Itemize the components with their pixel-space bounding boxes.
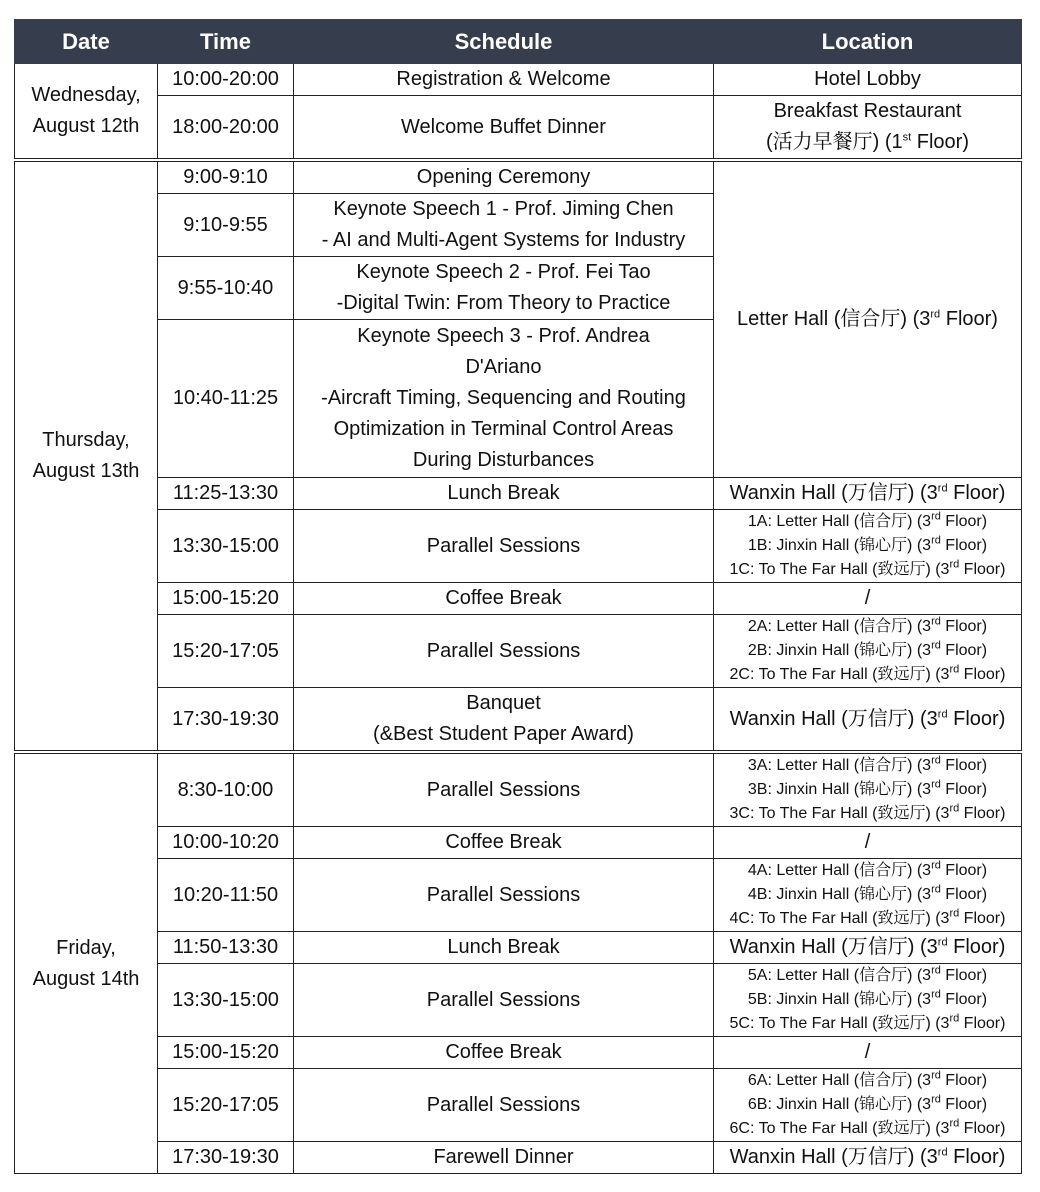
table-row	[15, 64, 1022, 96]
schedule-line: Lunch Break	[447, 936, 560, 958]
schedule-line: Keynote Speech 2 - Prof. Fei Tao	[356, 261, 651, 283]
location-line: Wanxin Hall (万信厅) (3rd Floor)	[729, 936, 1006, 958]
table-row	[15, 827, 1022, 859]
location-line: 3B: Jinxin Hall (锦心厅) (3rd Floor)	[747, 778, 988, 798]
day-line: Friday,	[56, 936, 116, 959]
table-row	[15, 583, 1022, 615]
time-cell: 17:30-19:30	[158, 1142, 294, 1174]
location-line: Wanxin Hall (万信厅) (3rd Floor)	[729, 707, 1006, 730]
time-cell: 15:20-17:05	[158, 615, 294, 688]
schedule-line: Coffee Break	[445, 1041, 562, 1063]
schedule-line: Registration & Welcome	[396, 68, 611, 90]
schedule-cell	[294, 478, 714, 510]
table-row	[15, 160, 1022, 194]
location-line: Wanxin Hall (万信厅) (3rd Floor)	[729, 1146, 1006, 1168]
location-cell	[714, 160, 1022, 478]
day-line: August 13th	[32, 460, 140, 482]
location-line: /	[864, 831, 871, 853]
day-cell	[15, 752, 158, 1174]
schedule-line: Parallel Sessions	[426, 534, 581, 557]
schedule-line: D'Ariano	[465, 356, 542, 378]
time-cell: 17:30-19:30	[158, 688, 294, 753]
ordinal-suffix: rd	[931, 988, 941, 1001]
time-cell: 13:30-15:00	[158, 964, 294, 1037]
ordinal-suffix: rd	[931, 534, 941, 547]
schedule-line: Banquet	[466, 692, 541, 714]
time-cell: 11:50-13:30	[158, 932, 294, 964]
ordinal-suffix: rd	[930, 308, 941, 321]
location-line: 6C: To The Far Hall (致远厅) (3rd Floor)	[729, 1117, 1006, 1137]
table-row	[15, 859, 1022, 932]
schedule-cell	[294, 583, 714, 615]
schedule-line: - AI and Multi-Agent Systems for Industry	[321, 229, 686, 251]
table-row	[15, 1069, 1022, 1142]
location-line: (活力早餐厅) (1st Floor)	[765, 131, 970, 153]
header-row	[15, 20, 1022, 64]
schedule-line: Coffee Break	[445, 587, 562, 609]
time-cell: 8:30-10:00	[158, 752, 294, 827]
time-cell: 15:00-15:20	[158, 583, 294, 615]
schedule-body	[15, 64, 1022, 1174]
schedule-line: Keynote Speech 1 - Prof. Jiming Chen	[333, 198, 674, 220]
location-line: 6A: Letter Hall (信合厅) (3rd Floor)	[747, 1069, 988, 1089]
ordinal-suffix: st	[902, 131, 912, 144]
schedule-line: -Aircraft Timing, Sequencing and Routing	[321, 387, 686, 409]
schedule-line: Farewell Dinner	[433, 1146, 574, 1168]
location-cell	[714, 752, 1022, 827]
location-cell	[714, 510, 1022, 583]
schedule-line: Opening Ceremony	[416, 166, 591, 188]
schedule-line: Parallel Sessions	[426, 639, 581, 662]
location-line: 2A: Letter Hall (信合厅) (3rd Floor)	[747, 615, 988, 635]
header-location: Location	[714, 20, 1022, 64]
location-cell	[714, 64, 1022, 96]
ordinal-suffix: rd	[937, 936, 948, 949]
schedule-line: Parallel Sessions	[426, 988, 581, 1011]
schedule-line: During Disturbances	[412, 449, 595, 471]
table-row	[15, 932, 1022, 964]
schedule-line: Parallel Sessions	[426, 883, 581, 906]
schedule-line: -Digital Twin: From Theory to Practice	[336, 292, 671, 314]
location-line: Breakfast Restaurant	[773, 100, 962, 122]
location-line: 5B: Jinxin Hall (锦心厅) (3rd Floor)	[747, 988, 988, 1008]
location-line: 5C: To The Far Hall (致远厅) (3rd Floor)	[729, 1012, 1006, 1032]
location-line: 6B: Jinxin Hall (锦心厅) (3rd Floor)	[747, 1093, 988, 1113]
schedule-cell	[294, 1142, 714, 1174]
location-line: Wanxin Hall (万信厅) (3rd Floor)	[729, 482, 1006, 504]
schedule-cell	[294, 827, 714, 859]
schedule-cell	[294, 510, 714, 583]
ordinal-suffix: rd	[937, 482, 948, 495]
table-row	[15, 478, 1022, 510]
time-cell: 15:00-15:20	[158, 1037, 294, 1069]
table-row	[15, 752, 1022, 827]
table-row	[15, 964, 1022, 1037]
location-line: 3C: To The Far Hall (致远厅) (3rd Floor)	[729, 802, 1006, 822]
ordinal-suffix: rd	[931, 859, 941, 872]
schedule-cell	[294, 257, 714, 320]
table-row	[15, 1142, 1022, 1174]
location-line: Letter Hall (信合厅) (3rd Floor)	[737, 308, 998, 330]
schedule-line: Keynote Speech 3 - Prof. Andrea	[357, 325, 650, 347]
ordinal-suffix: rd	[931, 510, 941, 523]
location-line: 1A: Letter Hall (信合厅) (3rd Floor)	[747, 510, 988, 530]
day-line: Wednesday,	[31, 84, 141, 106]
schedule-line: Lunch Break	[447, 482, 560, 504]
location-cell	[714, 615, 1022, 688]
schedule-line: (&Best Student Paper Award)	[373, 723, 634, 745]
location-cell	[714, 478, 1022, 510]
location-line: /	[864, 587, 871, 609]
ordinal-suffix: rd	[949, 663, 960, 676]
schedule-cell	[294, 932, 714, 964]
location-line: 5A: Letter Hall (信合厅) (3rd Floor)	[747, 964, 988, 984]
header-time: Time	[158, 20, 294, 64]
location-line: 4B: Jinxin Hall (锦心厅) (3rd Floor)	[747, 883, 988, 903]
schedule-line: Coffee Break	[445, 831, 562, 853]
time-cell: 10:20-11:50	[158, 859, 294, 932]
time-cell: 9:55-10:40	[158, 257, 294, 320]
schedule-cell	[294, 194, 714, 257]
location-line: 3A: Letter Hall (信合厅) (3rd Floor)	[747, 754, 988, 774]
day-cell	[15, 64, 158, 161]
time-cell: 10:00-20:00	[158, 64, 294, 96]
schedule-line: Parallel Sessions	[426, 778, 581, 801]
schedule-cell	[294, 64, 714, 96]
location-line: 1C: To The Far Hall (致远厅) (3rd Floor)	[729, 558, 1006, 578]
table-row	[15, 688, 1022, 753]
day-cell	[15, 160, 158, 752]
ordinal-suffix: rd	[931, 639, 941, 652]
schedule-line: Welcome Buffet Dinner	[401, 115, 606, 138]
schedule-line: Optimization in Terminal Control Areas	[333, 418, 674, 440]
time-cell: 18:00-20:00	[158, 96, 294, 161]
location-cell	[714, 583, 1022, 615]
location-line: 2B: Jinxin Hall (锦心厅) (3rd Floor)	[747, 639, 988, 659]
table-row	[15, 96, 1022, 161]
schedule-cell	[294, 1037, 714, 1069]
table-row	[15, 510, 1022, 583]
schedule-cell	[294, 688, 714, 753]
location-cell	[714, 1037, 1022, 1069]
table-row	[15, 615, 1022, 688]
time-cell: 15:20-17:05	[158, 1069, 294, 1142]
location-cell	[714, 1142, 1022, 1174]
location-cell	[714, 688, 1022, 753]
header-date: Date	[15, 20, 158, 64]
location-cell	[714, 1069, 1022, 1142]
time-cell: 9:10-9:55	[158, 194, 294, 257]
time-cell: 10:40-11:25	[158, 320, 294, 478]
schedule-cell	[294, 1069, 714, 1142]
day-line: Thursday,	[42, 429, 130, 451]
time-cell: 9:00-9:10	[158, 160, 294, 194]
time-cell: 10:00-10:20	[158, 827, 294, 859]
ordinal-suffix: rd	[931, 754, 941, 767]
schedule-cell	[294, 964, 714, 1037]
ordinal-suffix: rd	[931, 778, 941, 791]
location-line: Hotel Lobby	[814, 68, 921, 90]
ordinal-suffix: rd	[937, 1146, 948, 1159]
ordinal-suffix: rd	[949, 1117, 960, 1130]
schedule-cell	[294, 615, 714, 688]
ordinal-suffix: rd	[931, 1093, 941, 1106]
location-cell	[714, 859, 1022, 932]
table-row	[15, 1037, 1022, 1069]
day-line: August 14th	[32, 967, 140, 990]
location-cell	[714, 932, 1022, 964]
ordinal-suffix: rd	[949, 1012, 960, 1025]
ordinal-suffix: rd	[949, 558, 960, 571]
location-cell	[714, 827, 1022, 859]
ordinal-suffix: rd	[931, 615, 941, 628]
schedule-cell	[294, 96, 714, 161]
schedule-cell	[294, 859, 714, 932]
ordinal-suffix: rd	[949, 802, 960, 815]
ordinal-suffix: rd	[949, 907, 960, 920]
schedule-cell	[294, 160, 714, 194]
ordinal-suffix: rd	[931, 883, 941, 896]
schedule-table	[14, 19, 1022, 1174]
schedule-cell	[294, 320, 714, 478]
time-cell: 13:30-15:00	[158, 510, 294, 583]
location-line: 1B: Jinxin Hall (锦心厅) (3rd Floor)	[747, 534, 988, 554]
ordinal-suffix: rd	[931, 1069, 941, 1082]
location-line: 4C: To The Far Hall (致远厅) (3rd Floor)	[729, 907, 1006, 927]
time-cell: 11:25-13:30	[158, 478, 294, 510]
ordinal-suffix: rd	[931, 964, 941, 977]
ordinal-suffix: rd	[937, 707, 948, 720]
schedule-cell	[294, 752, 714, 827]
location-line: 2C: To The Far Hall (致远厅) (3rd Floor)	[729, 663, 1006, 683]
day-line: August 12th	[32, 115, 140, 137]
location-line: /	[864, 1041, 871, 1063]
schedule-line: Parallel Sessions	[426, 1093, 581, 1116]
location-cell	[714, 96, 1022, 161]
header-schedule: Schedule	[294, 20, 714, 64]
location-line: 4A: Letter Hall (信合厅) (3rd Floor)	[747, 859, 988, 879]
location-cell	[714, 964, 1022, 1037]
